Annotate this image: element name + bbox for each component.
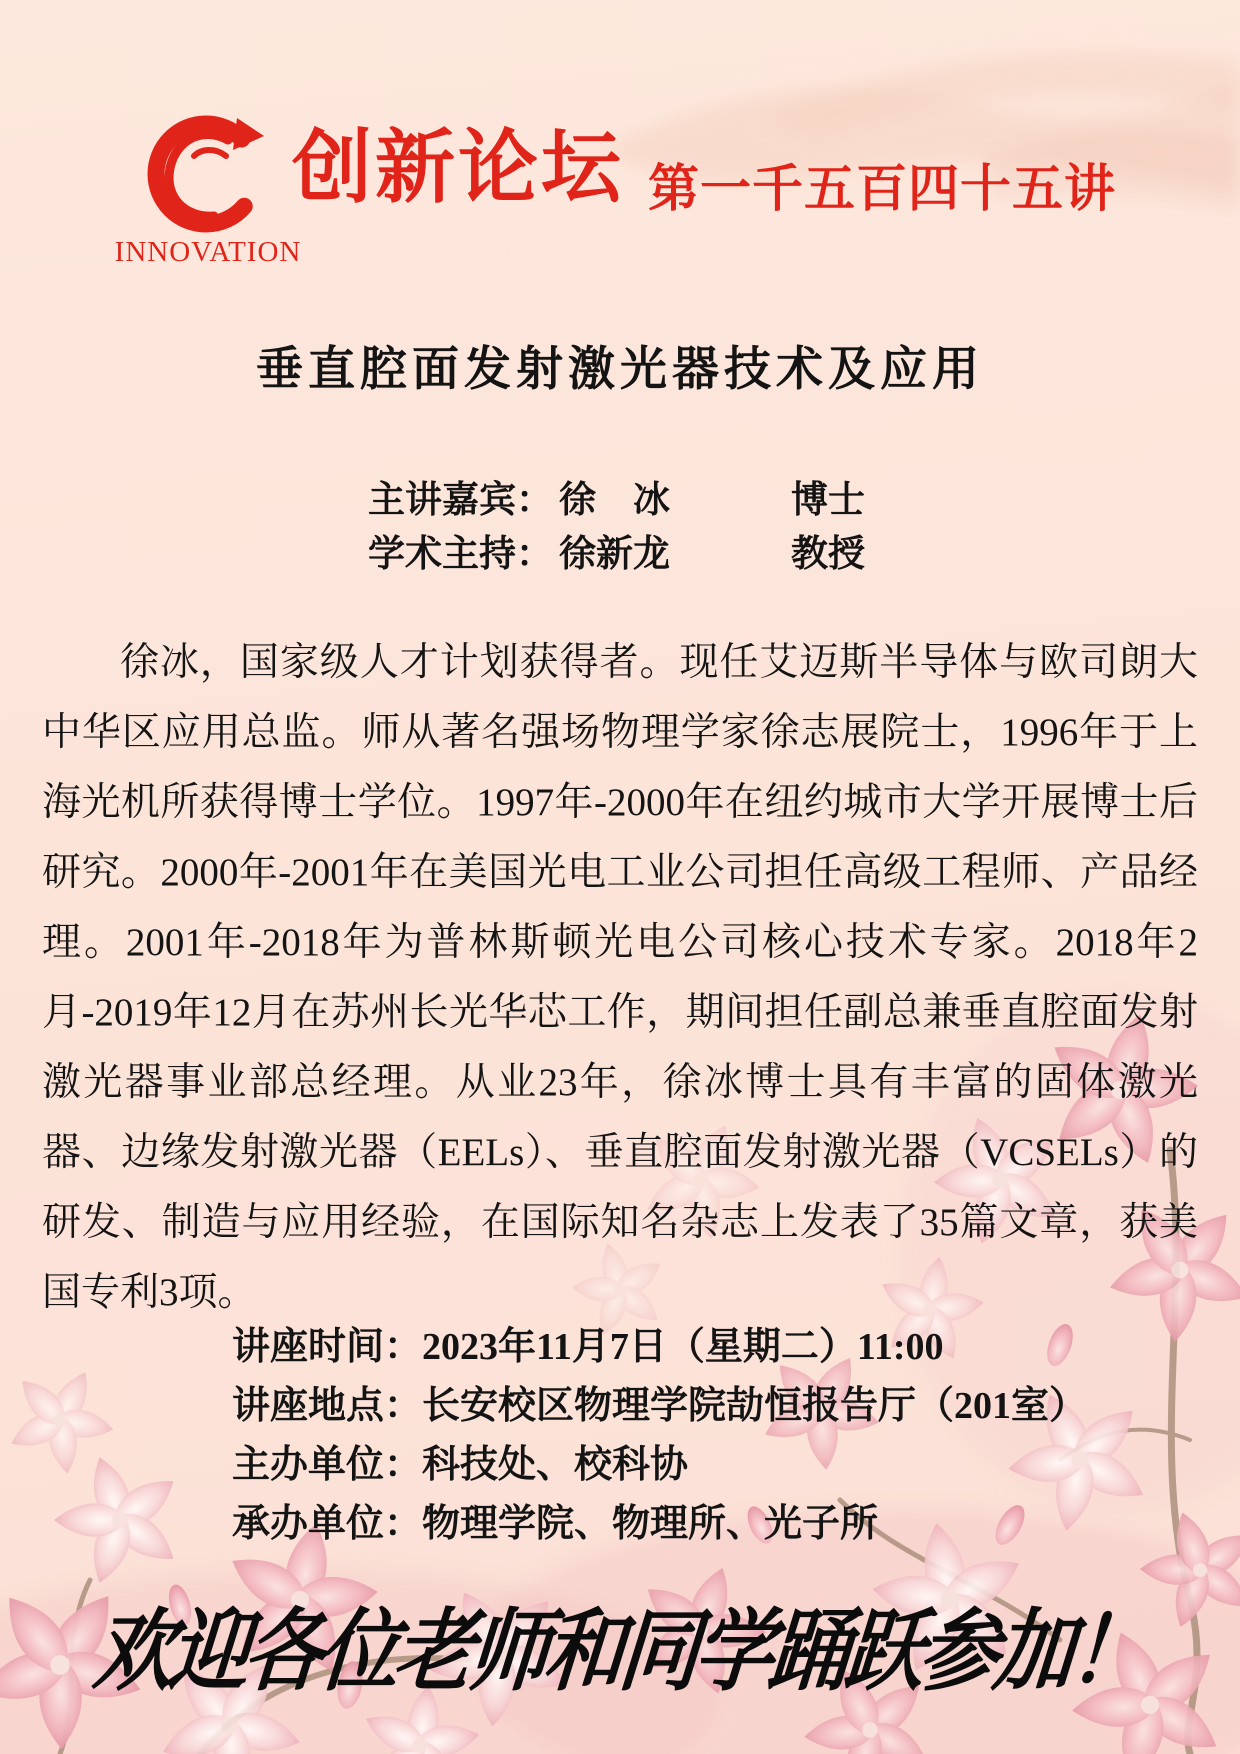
host-row (368, 528, 865, 582)
detail-value: 2023年11月7日（星期二）11:00 (422, 1326, 944, 1368)
host-label: 学术主持： (368, 534, 553, 575)
speaker-label: 主讲嘉宾： (368, 480, 553, 521)
detail-label: 讲座地点： (232, 1385, 423, 1427)
welcome-banner (0, 1586, 1240, 1704)
innovation-logo-icon (140, 104, 272, 240)
lecture-number: 第一千五百四十五讲 (648, 160, 1117, 217)
detail-value: 物理学院、物理所、光子所 (422, 1503, 879, 1545)
detail-value: 长安校区物理学院劼恒报告厅（201室） (422, 1385, 1088, 1427)
lecture-details (232, 1318, 1087, 1554)
forum-title: 创新论坛 (292, 123, 624, 212)
detail-row-place (232, 1377, 1087, 1436)
speaker-name: 徐 冰 (559, 480, 670, 521)
speakers-block (368, 474, 865, 582)
welcome-text: 欢迎各位老师和同学踊跃参加！ (89, 1598, 1149, 1704)
detail-row-organizer (232, 1436, 1087, 1495)
detail-row-undertaker (232, 1495, 1087, 1554)
speaker-bio: 徐冰，国家级人才计划获得者。现任艾迈斯半导体与欧司朗大中华区应用总监。师从著名强场物理学家徐志展院士，1996年于上海光机所获得博士学位。1997年-2000年在纽约城市大学开展博士后研究。2000年-2001年在美国光电工业公司担任高级工程师、产品经理。2001年-2018年为普林斯顿光电公司核心技术专家。2018年2月-2019年12月在苏州长光华芯工作，期间担任副总兼垂直腔面发射激光器事业部总经理。从业23年，徐冰博士具有丰富的固体激光器、边缘发射激光器（EELs）、垂直腔面发射激光器（VCSELs）的研发、制造与应用经验，在国际知名杂志上发表了35篇文章，获美国专利3项。 (42, 641, 1198, 1314)
speaker-degree: 博士 (791, 480, 865, 521)
logo-wordmark: INNOVATION (114, 236, 302, 268)
host-name: 徐新龙 (559, 534, 670, 575)
host-degree: 教授 (791, 534, 865, 575)
detail-row-time (232, 1318, 1087, 1377)
detail-label: 承办单位： (232, 1503, 423, 1545)
detail-value: 科技处、校科协 (422, 1444, 689, 1486)
lecture-title: 垂直腔面发射激光器技术及应用 (256, 344, 984, 396)
speaker-row (368, 474, 865, 528)
detail-label: 讲座时间： (232, 1326, 423, 1368)
detail-label: 主办单位： (232, 1444, 423, 1486)
